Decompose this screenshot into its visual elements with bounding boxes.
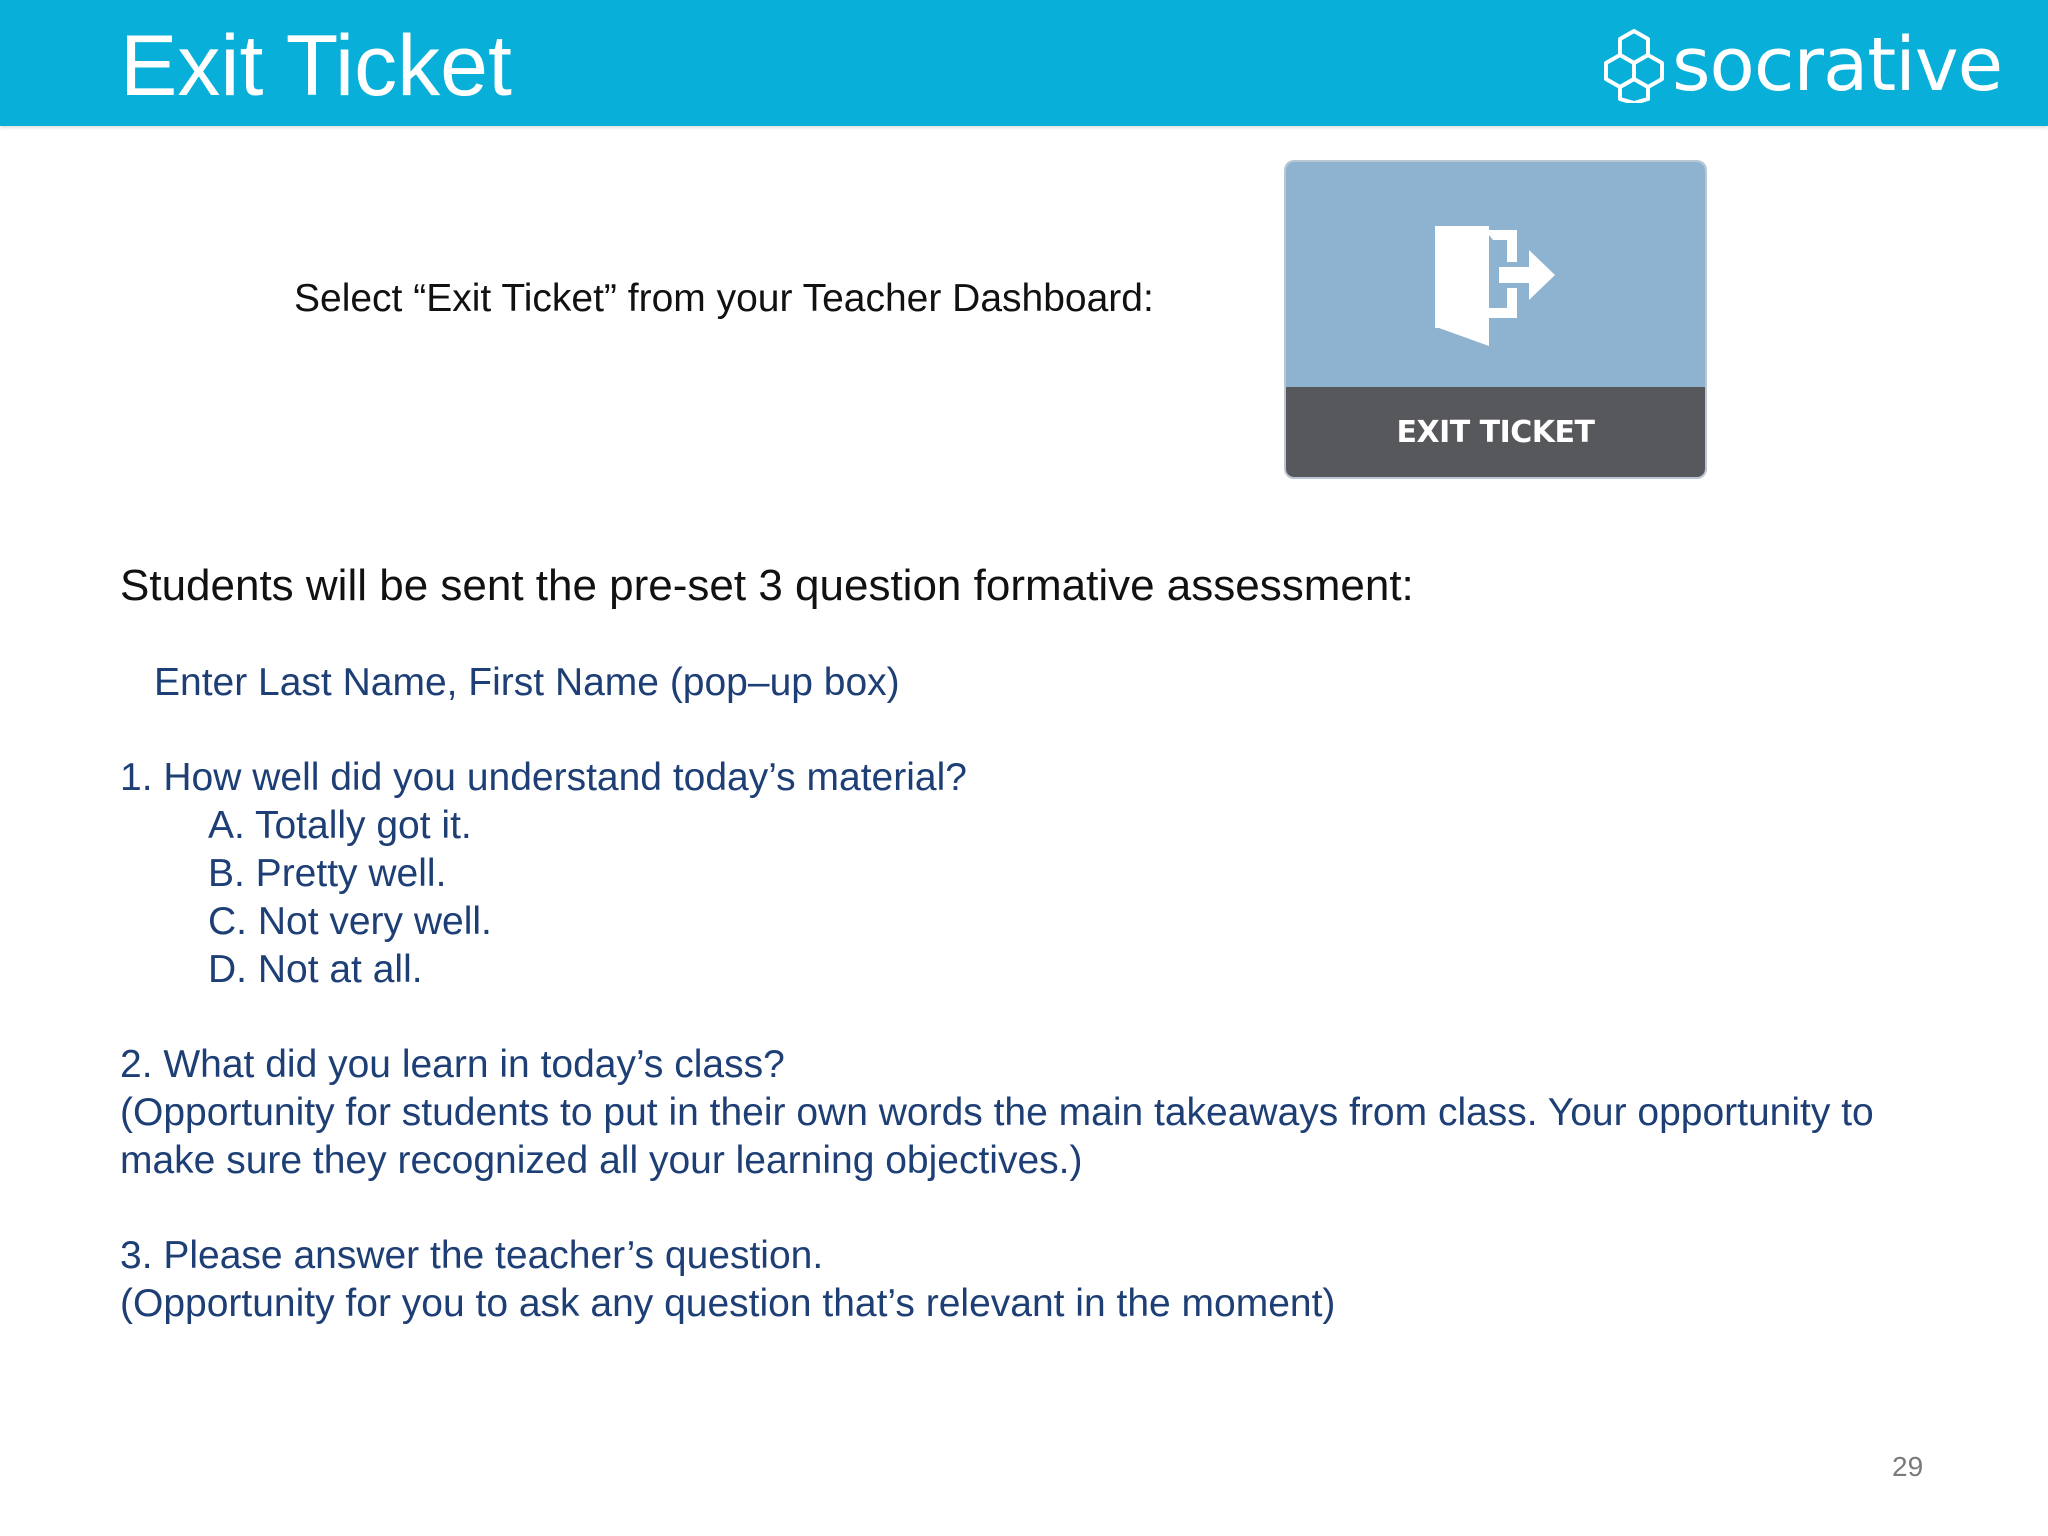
socrative-hexagon-logo-icon bbox=[1598, 27, 1670, 103]
brand-name: socrative bbox=[1672, 22, 2003, 108]
exit-door-arrow-icon bbox=[1433, 218, 1557, 346]
page-number: 29 bbox=[1892, 1451, 1924, 1482]
title-bar bbox=[0, 0, 2048, 126]
question-1-option-d: D. Not at all. bbox=[208, 948, 423, 991]
question-2-note-line-1: (Opportunity for students to put in their own words the main takeaways from class. Your opportunity to bbox=[120, 1091, 1874, 1134]
question-1-option-b: B. Pretty well. bbox=[208, 852, 447, 895]
tile-label-bar bbox=[1286, 387, 1705, 477]
question-1: 1. How well did you understand today’s material? bbox=[120, 756, 967, 799]
name-prompt: Enter Last Name, First Name (pop–up box) bbox=[154, 661, 900, 704]
question-2: 2. What did you learn in today’s class? bbox=[120, 1043, 785, 1086]
question-3-note: (Opportunity for you to ask any question that’s relevant in the moment) bbox=[120, 1282, 1336, 1325]
question-1-option-a: A. Totally got it. bbox=[208, 804, 472, 847]
tile-label: EXIT TICKET bbox=[1396, 414, 1595, 450]
question-1-option-c: C. Not very well. bbox=[208, 900, 492, 943]
lead-sentence: Students will be sent the pre-set 3 question formative assessment: bbox=[120, 561, 1414, 610]
slide-title: Exit Ticket bbox=[120, 18, 512, 114]
question-3: 3. Please answer the teacher’s question. bbox=[120, 1234, 824, 1277]
exit-ticket-tile[interactable] bbox=[1286, 162, 1705, 477]
socrative-logo bbox=[1598, 20, 2002, 110]
question-2-note-line-2: make sure they recognized all your learning objectives.) bbox=[120, 1139, 1083, 1182]
tile-icon-area bbox=[1286, 162, 1705, 387]
intro-instruction: Select “Exit Ticket” from your Teacher Dashboard: bbox=[294, 277, 1154, 320]
